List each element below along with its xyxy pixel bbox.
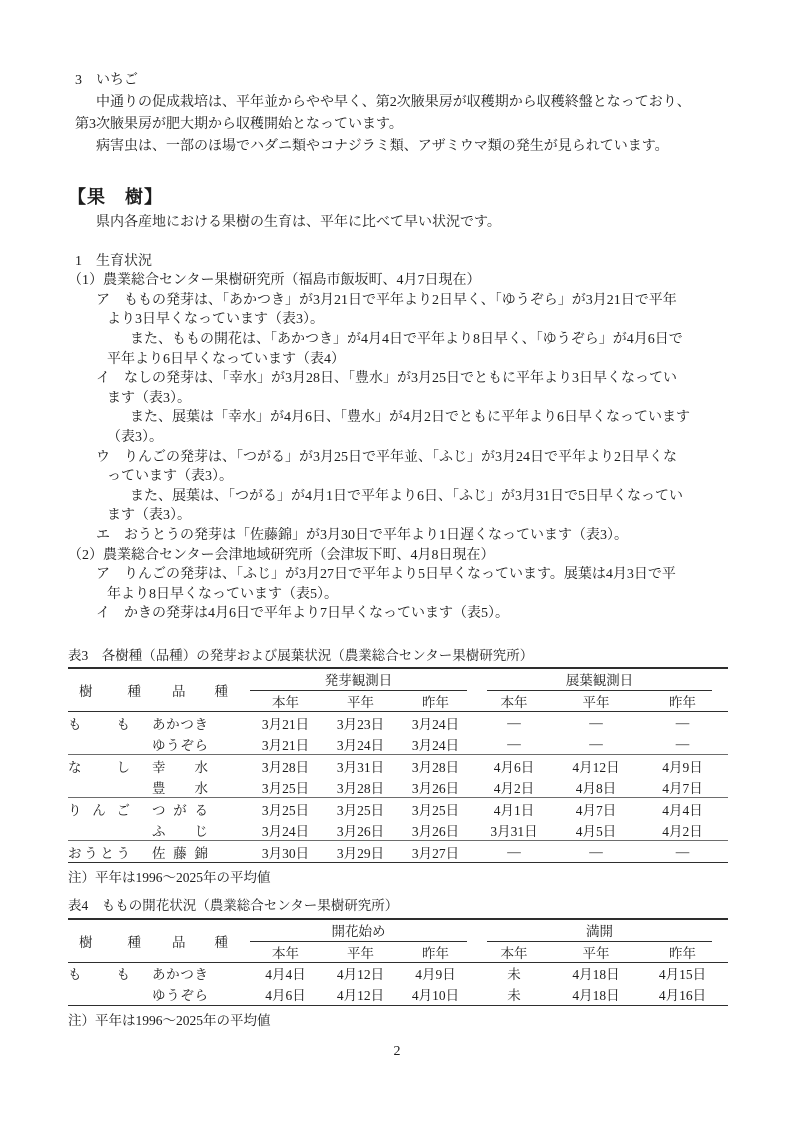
ichigo-heading: 3 いちご	[75, 73, 138, 88]
bloom-start-normal-year: 4月12日	[336, 967, 385, 983]
bloom-start-this-year: 4月4日	[265, 967, 306, 983]
species-cell: もも	[68, 716, 130, 732]
species-cell	[68, 733, 152, 755]
table3-row	[68, 841, 728, 863]
last-year-header: 昨年	[669, 695, 697, 711]
leaf-last-year: 4月2日	[662, 823, 703, 839]
last-year-header: 昨年	[669, 945, 697, 961]
species-cell: もも	[68, 967, 130, 983]
table4-note: 注）平年は1996～2025年の平均値	[68, 1012, 271, 1028]
germ-this-year: 3月25日	[261, 780, 310, 796]
leaf-last-year: 4月9日	[662, 759, 703, 775]
site1-item-line: （表3）。	[107, 429, 163, 445]
full-bloom-this-year: 未	[507, 967, 521, 983]
species-column-header: 樹種	[79, 684, 141, 700]
leaf-last-year: 4月7日	[662, 780, 703, 796]
page-number: 2	[393, 1044, 401, 1059]
cultivar-cell: あかつき	[152, 967, 208, 983]
last-year-header: 昨年	[422, 945, 450, 961]
bloom-start-normal-year: 4月12日	[336, 988, 385, 1004]
table3-header	[68, 668, 728, 712]
ichigo-paragraph-line: 第3次腋果房が肥大期から収穫開始となっています。	[75, 117, 403, 132]
germ-last-year: 3月24日	[411, 737, 460, 753]
cultivar-cell: ふじ	[152, 823, 208, 839]
cultivar-cell: ゆうぞら	[152, 737, 208, 753]
germ-normal-year: 3月28日	[336, 780, 385, 796]
bloom-start-this-year: 4月6日	[265, 988, 306, 1004]
species-cell	[68, 819, 152, 841]
site1-item-line: ます（表3）。	[107, 508, 191, 524]
table3-row	[68, 776, 728, 798]
this-year-header: 本年	[500, 695, 528, 711]
full-bloom-normal-year: 4月18日	[572, 967, 620, 983]
germ-last-year: 3月26日	[411, 780, 460, 796]
cultivar-column-header: 品種	[172, 684, 228, 700]
site1-item-line: っています（表3）。	[107, 469, 233, 485]
cultivar-cell: 豊水	[152, 780, 208, 796]
kaju-section-heading: 【果 樹】	[68, 187, 163, 207]
leaf-normal-year: ―	[589, 714, 603, 730]
cultivar-cell: あかつき	[152, 716, 208, 732]
leaf-normal-year: 4月5日	[575, 823, 617, 839]
site1-item-line: 平年より6日早くなっています（表4）	[107, 351, 345, 367]
germ-normal-year: 3月23日	[336, 716, 385, 732]
full-bloom-group-header: 満開	[473, 919, 728, 942]
germ-normal-year: 3月24日	[336, 737, 385, 753]
site2-item-line: ア りんごの発芽は、「ふじ」が3月27日で平年より5日早くなっています。展葉は4月3日で平	[96, 567, 676, 583]
germ-last-year: 3月26日	[411, 823, 460, 839]
germ-this-year: 3月21日	[261, 716, 310, 732]
last-year-header: 昨年	[422, 695, 450, 711]
cultivar-cell: 佐藤錦	[152, 845, 208, 861]
full-bloom-this-year: 未	[507, 988, 521, 1004]
germ-this-year: 3月21日	[261, 737, 310, 753]
leaf-last-year: 4月4日	[662, 802, 703, 818]
bloom-start-last-year: 4月9日	[415, 967, 456, 983]
leafing-group-header: 展葉観測日	[473, 668, 728, 691]
full-bloom-normal-year: 4月18日	[572, 988, 620, 1004]
species-column-header: 樹種	[79, 934, 141, 950]
bloom-start-last-year: 4月10日	[411, 988, 460, 1004]
germ-normal-year: 3月31日	[336, 759, 385, 775]
site1-item-line: より3日早くなっています（表3）。	[107, 312, 324, 328]
leaf-last-year: ―	[675, 714, 690, 730]
leaf-normal-year: 4月8日	[575, 780, 617, 796]
species-cell: おうとう	[68, 845, 130, 861]
species-cell: なし	[68, 759, 130, 775]
kaju-intro: 県内各産地における果樹の生育は、平年に比べて早い状況です。	[96, 215, 501, 230]
this-year-header: 本年	[500, 945, 528, 961]
page-content	[68, 0, 728, 1030]
germ-last-year: 3月27日	[411, 845, 460, 861]
leaf-this-year: 4月1日	[493, 802, 535, 818]
leaf-this-year: ―	[507, 843, 521, 859]
table3-row	[68, 733, 728, 755]
leaf-this-year: 3月31日	[490, 823, 538, 839]
table3-row	[68, 819, 728, 841]
germ-this-year: 3月28日	[261, 759, 310, 775]
site1-item-line: また、ももの開花は、「あかつき」が4月4日で平年より8日早く、「ゆうぞら」が4月6日で	[130, 331, 683, 347]
site2-heading: （2）農業総合センター会津地域研究所（会津坂下町、4月8日現在）	[68, 547, 495, 563]
bloom-start-group-header: 開花始め	[248, 919, 473, 942]
table4	[68, 918, 728, 1006]
site1-item-line: ウ りんごの発芽は、「つがる」が3月25日で平年並、「ふじ」が3月24日で平年より2日早くな	[96, 449, 677, 465]
germ-last-year: 3月24日	[411, 716, 460, 732]
site1-item-line: また、展葉は「幸水」が4月6日、「豊水」が4月2日でともに平年より6日早くなっています	[130, 410, 690, 426]
leaf-this-year: ―	[507, 735, 521, 751]
leaf-normal-year: 4月7日	[575, 802, 617, 818]
site1-item-line: エ おうとうの発芽は「佐藤錦」が3月30日で平年より1日遅くなっています（表3）。	[96, 527, 628, 543]
cultivar-cell: つがる	[152, 802, 208, 818]
growth-status-heading: 1 生育状況	[75, 253, 152, 269]
site1-item-line: ア ももの発芽は、「あかつき」が3月21日で平年より2日早く、「ゆうぞら」が3月21日で平年	[96, 292, 677, 308]
full-bloom-last-year: 4月16日	[658, 988, 707, 1004]
leaf-this-year: 4月6日	[493, 759, 535, 775]
site1-item-line: イ なしの発芽は、「幸水」が3月28日、「豊水」が3月25日でともに平年より3日早くなってい	[96, 371, 677, 387]
species-cell: りんご	[68, 802, 130, 818]
leaf-this-year: 4月2日	[493, 780, 535, 796]
table3	[68, 667, 728, 863]
table4-row	[68, 984, 728, 1006]
species-cell	[68, 984, 152, 1006]
leaf-last-year: ―	[675, 843, 690, 859]
cultivar-column-header: 品種	[172, 934, 228, 950]
germ-this-year: 3月24日	[261, 823, 310, 839]
germ-normal-year: 3月26日	[336, 823, 385, 839]
table3-row	[68, 712, 728, 734]
leaf-normal-year: ―	[589, 843, 603, 859]
leaf-normal-year: ―	[589, 735, 603, 751]
germ-last-year: 3月28日	[411, 759, 460, 775]
this-year-header: 本年	[272, 695, 299, 711]
species-cell	[68, 776, 152, 798]
normal-year-header: 平年	[347, 945, 374, 961]
normal-year-header: 平年	[582, 695, 610, 711]
table3-group-header-row	[68, 668, 728, 691]
leaf-this-year: ―	[507, 714, 521, 730]
germ-this-year: 3月25日	[261, 802, 310, 818]
this-year-header: 本年	[272, 945, 299, 961]
germ-last-year: 3月25日	[411, 802, 460, 818]
ichigo-paragraph-line: 中通りの促成栽培は、平年並からやや早く、第2次腋果房が収穫期から収穫終盤となっており、	[96, 95, 691, 110]
leaf-normal-year: 4月12日	[572, 759, 620, 775]
table4-caption: 表4 ももの開花状況（農業総合センター果樹研究所）	[68, 898, 399, 914]
table4-row	[68, 962, 728, 984]
site1-heading: （1）農業総合センター果樹研究所（福島市飯坂町、4月7日現在）	[68, 273, 481, 289]
normal-year-header: 平年	[582, 945, 610, 961]
site2-item-line: イ かきの発芽は4月6日で平年より7日早くなっています（表5）。	[96, 606, 509, 622]
germination-group-header: 発芽観測日	[248, 668, 473, 691]
table4-header	[68, 919, 728, 963]
site2-item-line: 年より8日早くなっています（表5）。	[107, 586, 338, 602]
site1-item-line: また、展葉は、「つがる」が4月1日で平年より6日、「ふじ」が3月31日で5日早くなってい	[130, 488, 683, 504]
cultivar-cell: 幸水	[152, 759, 208, 775]
leaf-last-year: ―	[675, 735, 690, 751]
full-bloom-last-year: 4月15日	[658, 967, 707, 983]
normal-year-header: 平年	[347, 695, 374, 711]
table3-note: 注）平年は1996～2025年の平均値	[68, 870, 271, 886]
cultivar-cell: ゆうぞら	[152, 988, 208, 1004]
germ-normal-year: 3月25日	[336, 802, 385, 818]
table3-caption: 表3 各樹種（品種）の発芽および展葉状況（農業総合センター果樹研究所）	[68, 647, 534, 663]
ichigo-paragraph-line: 病害虫は、一部のほ場でハダニ類やコナジラミ類、アザミウマ類の発生が見られています。	[96, 139, 669, 154]
germ-this-year: 3月30日	[261, 845, 310, 861]
table3-row	[68, 755, 728, 777]
germ-normal-year: 3月29日	[336, 845, 385, 861]
table3-row	[68, 798, 728, 820]
site1-item-line: ます（表3）。	[107, 390, 191, 406]
table4-group-header-row	[68, 919, 728, 942]
